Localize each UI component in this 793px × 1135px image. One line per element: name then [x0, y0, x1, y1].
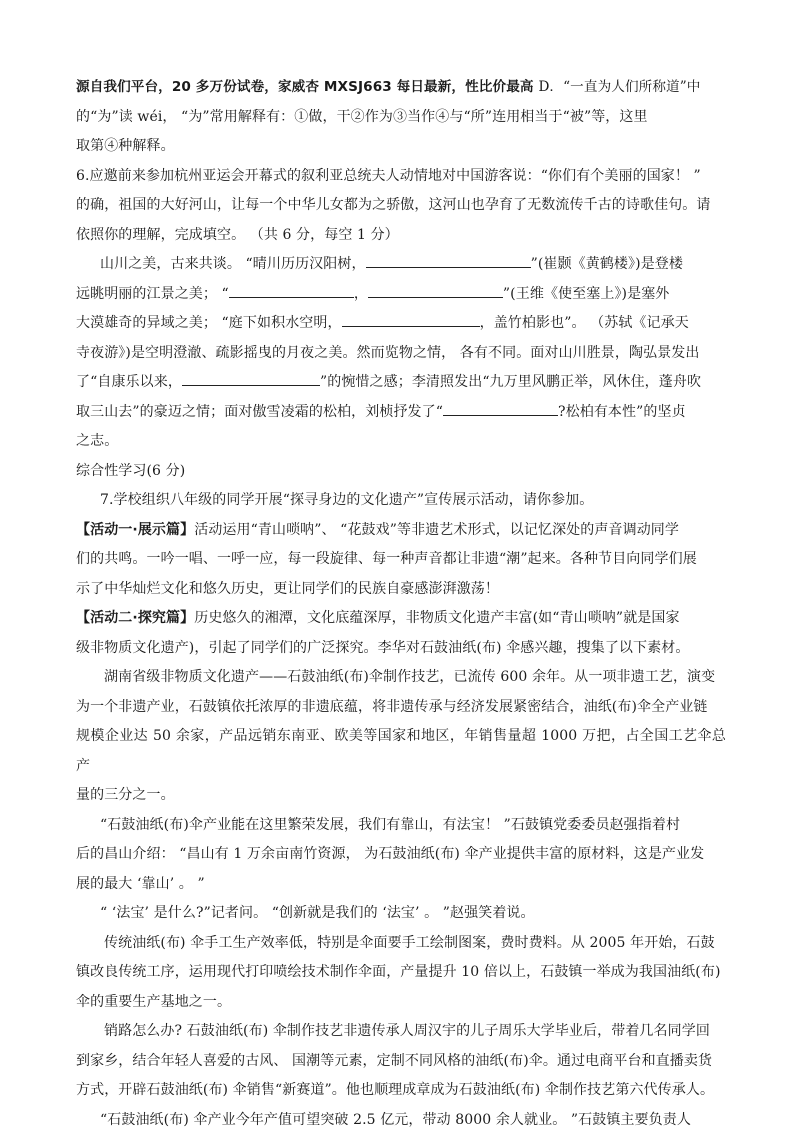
activity-1-line-3: 示了中华灿烂文化和悠久历史，更让同学们的民族自豪感澎湃激荡！ — [76, 575, 726, 605]
fill-text: ，盖竹柏影也”。 （苏轼《记承天 — [480, 315, 689, 331]
activity-2-line-2: 级非物质文化遗产)，引起了同学们的广泛探究。李华对石鼓油纸(布) 伞感兴趣，搜集了以下素材。 — [76, 634, 726, 664]
section-heading: 综合性学习(6 分) — [76, 457, 726, 487]
activity-1-line-2: 们的共鸣。一吟一唱、一呼一应，每一段旋律、每一种声音都让非遗“潮”起来。各种节目向同学们展 — [76, 545, 726, 575]
question-6-line-2: 的确，祖国的大好河山，让每一个中华儿女都为之骄傲，这河山也孕育了无数流传千古的诗歌佳句。请 — [76, 191, 726, 221]
header-line — [76, 73, 726, 103]
fill-text: 取三山去”的豪迈之情；面对傲雪凌霜的松柏，刘桢抒发了“ — [76, 404, 443, 420]
option-d-line-3: 取第④种解释。 — [76, 132, 726, 162]
material-p1-line-3: 规模企业达 50 余家，产品远销东南亚、欧美等国家和地区，年销售量超 1000 万把，占全国工艺伞总产 — [76, 722, 726, 781]
material-p4-line-2: 镇改良传统工序，运用现代打印喷绘技术制作伞面，产量提升 10 倍以上，石鼓镇一举成为我国油纸(布) — [76, 958, 726, 988]
material-p3: “ ‘法宝’ 是什么?”记者问。 “创新就是我们的 ‘法宝’ 。 ”赵强笑着说。 — [76, 899, 726, 929]
banner-bold-text: 源自我们平台，20 多万份试卷，家威杏 MXSJ663 每日最新，性比价最高 — [76, 79, 534, 95]
material-p5-line-1: 销路怎么办? 石鼓油纸(布) 伞制作技艺非遗传承人周汉宇的儿子周乐大学毕业后，带着几名同学回 — [76, 1017, 726, 1047]
fill-line-3 — [76, 309, 726, 339]
document-body — [76, 73, 726, 1135]
fill-text: 了“自康乐以来， — [76, 374, 182, 390]
fill-text: ， — [354, 286, 368, 302]
material-p2-line-1: “石鼓油纸(布)伞产业能在这里繁荣发展，我们有靠山，有法宝！ ”石鼓镇党委委员赵强指着村 — [76, 811, 726, 841]
material-p5-line-3: 方式，开辟石鼓油纸(布) 伞销售“新赛道”。他也顺理成章成为石鼓油纸(布) 伞制作技艺第六代传承人。 — [76, 1076, 726, 1106]
material-p4-line-1: 传统油纸(布) 伞手工生产效率低，特别是伞面要手工绘制图案，费时费料。从 2005 年开始，石鼓 — [76, 929, 726, 959]
option-d-line-2: 的“为”读 wéi， “为”常用解释有：①做，干②作为③当作④与“所”连用相当于“被”等，这里 — [76, 103, 726, 133]
question-6-line-3: 依照你的理解，完成填空。 （共 6 分，每空 1 分） — [76, 221, 726, 251]
material-p5-line-2: 到家乡，结合年轻人喜爱的古风、 国潮等元素，定制不同风格的油纸(布)伞。通过电商平台和直播卖货 — [76, 1047, 726, 1077]
fill-line-4: 寺夜游》)是空明澄澈、疏影摇曳的月夜之美。然而览物之情， 各有不同。面对山川胜景，陶弘景发出 — [76, 339, 726, 369]
fill-text: ?松柏有本性”的坚贞 — [558, 404, 686, 420]
question-7: 7.学校组织八年级的同学开展“探寻身边的文化遗产”宣传展示活动，请你参加。 — [76, 486, 726, 516]
material-p1-line-1: 湖南省级非物质文化遗产——石鼓油纸(布)伞制作技艺，已流传 600 余年。从一项非遗工艺，演变 — [76, 663, 726, 693]
fill-line-6 — [76, 398, 726, 428]
fill-line-1 — [76, 250, 726, 280]
material-p2-line-2: 后的昌山介绍： “昌山有 1 万余亩南竹资源， 为石鼓油纸(布) 伞产业提供丰富的原材料，这是产业发 — [76, 840, 726, 870]
material-p6: “石鼓油纸(布) 伞产业今年产值可望突破 2.5 亿元，带动 8000 余人就业。 ”石鼓镇主要负责人 — [76, 1106, 726, 1135]
fill-text: 远眺明丽的江景之美； “ — [76, 286, 229, 302]
fill-text: ”的惋惜之感；李清照发出“九万里风鹏正举，风休住，蓬舟吹 — [320, 374, 701, 390]
material-p4-line-3: 伞的重要生产基地之一。 — [76, 988, 726, 1018]
activity-2-line-1 — [76, 604, 726, 634]
fill-text: ”(崔颢《黄鹤楼》)是登楼 — [531, 256, 683, 272]
activity-1-line-1 — [76, 516, 726, 546]
answer-blank-5[interactable] — [182, 369, 320, 386]
answer-blank-2[interactable] — [229, 281, 354, 298]
fill-text: ”(王维《使至塞上》)是塞外 — [503, 286, 669, 302]
fill-text: 大漠雄奇的异域之美； “庭下如积水空明， — [76, 315, 342, 331]
activity-2-tag: 【活动二·探究篇】 — [76, 610, 194, 626]
material-p1-line-2: 为一个非遗产业，石鼓镇依托浓厚的非遗底蕴，将非遗传承与经济发展紧密结合，油纸(布)伞全产业链 — [76, 693, 726, 723]
fill-line-5 — [76, 368, 726, 398]
option-d-text: D．“一直为人们所称道”中 — [538, 79, 700, 95]
fill-line-7: 之志。 — [76, 427, 726, 457]
fill-line-2 — [76, 280, 726, 310]
activity-1-tag: 【活动一·展示篇】 — [76, 522, 194, 538]
answer-blank-3[interactable] — [368, 281, 503, 298]
activity-text: 历史悠久的湘潭，文化底蕴深厚，非物质文化遗产丰富(如“青山唢呐”就是国家 — [194, 610, 679, 626]
question-6-line-1: 6.应邀前来参加杭州亚运会开幕式的叙利亚总统夫人动情地对中国游客说：“你们有个美丽的国家！ ” — [76, 162, 726, 192]
activity-text: 活动运用“青山唢呐”、 “花鼓戏”等非遗艺术形式，以记忆深处的声音调动同学 — [194, 522, 679, 538]
material-p2-line-3: 展的最大 ‘靠山’ 。 ” — [76, 870, 726, 900]
fill-text: 山川之美，古来共谈。 “晴川历历汉阳树， — [100, 256, 366, 272]
answer-blank-4[interactable] — [342, 310, 480, 327]
answer-blank-6[interactable] — [443, 399, 558, 416]
answer-blank-1[interactable] — [366, 251, 531, 268]
material-p1-line-4: 量的三分之一。 — [76, 781, 726, 811]
